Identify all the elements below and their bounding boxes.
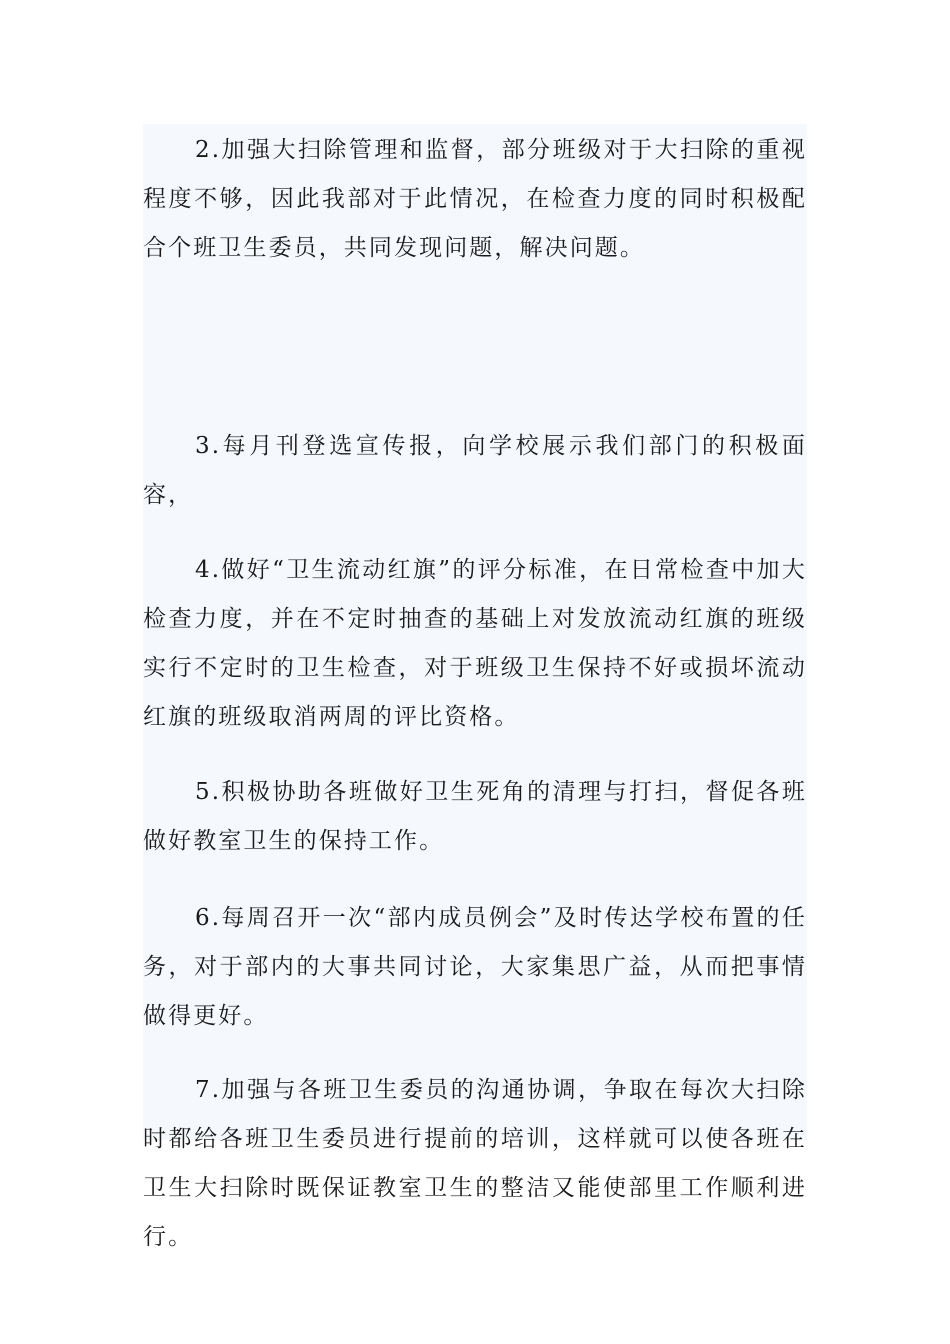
paragraph-item-5: 5.积极协助各班做好卫生死角的清理与打扫，督促各班做好教室卫生的保持工作。 bbox=[143, 779, 807, 854]
paragraph-item-2: 2.加强大扫除管理和监督，部分班级对于大扫除的重视程度不够，因此我部对于此情况，在检查力度的同时积极配合个班卫生委员，共同发现问题，解决问题。 bbox=[143, 137, 807, 261]
paragraph-item-6: 6.每周召开一次“部内成员例会”及时传达学校布置的任务，对于部内的大事共同讨论，大家集思广益，从而把事情做得更好。 bbox=[143, 905, 807, 1029]
paragraph-item-4: 4.做好“卫生流动红旗”的评分标准，在日常检查中加大检查力度，并在不定时抽查的基础上对发放流动红旗的班级实行不定时的卫生检查，对于班级卫生保持不好或损坏流动红旗的班级取消两周的评比资格。 bbox=[143, 557, 807, 730]
paragraph-item-7: 7.加强与各班卫生委员的沟通协调，争取在每次大扫除时都给各班卫生委员进行提前的培训，这样就可以使各班在卫生大扫除时既保证教室卫生的整洁又能使部里工作顺利进行。 bbox=[143, 1077, 807, 1250]
paragraph-item-3: 3.每月刊登选宣传报，向学校展示我们部门的积极面容， bbox=[143, 433, 807, 508]
document-body bbox=[143, 124, 807, 1250]
